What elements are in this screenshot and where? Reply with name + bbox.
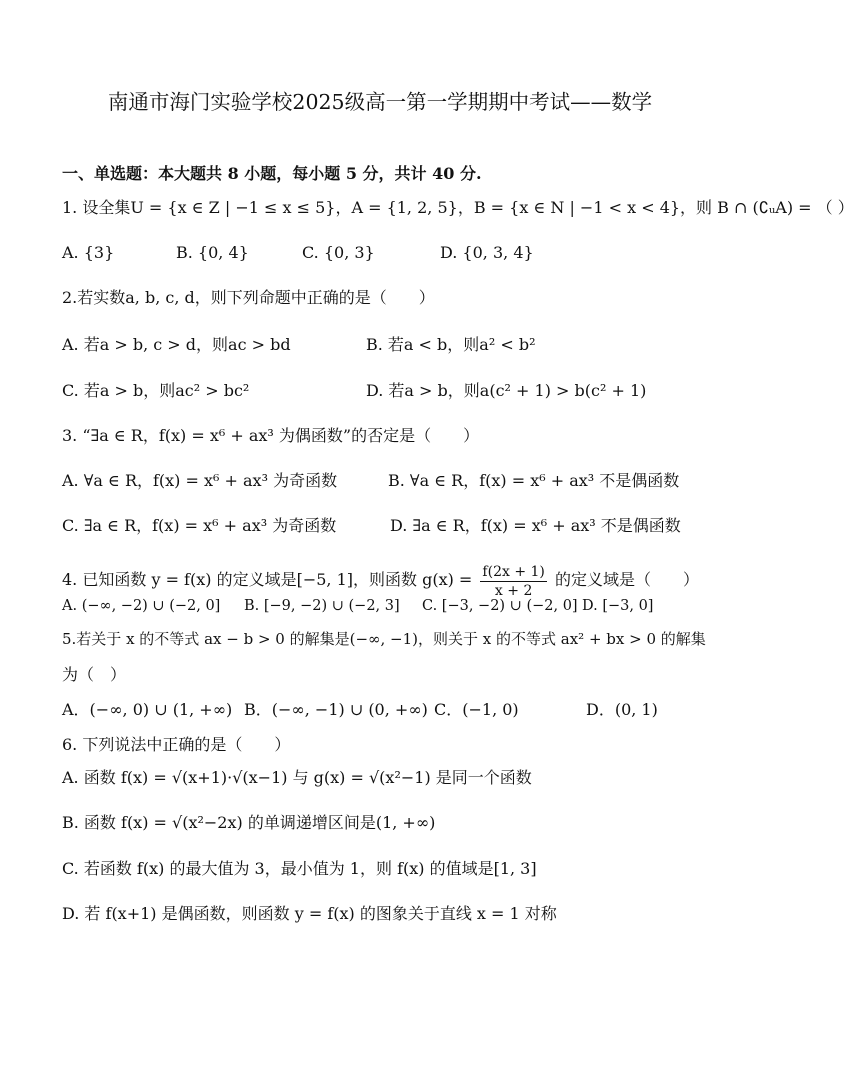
q4-stem-post: 的定义域是（ ） xyxy=(554,570,699,589)
q5-stem-line2: 为（ ） xyxy=(62,665,127,684)
q4-fraction-denominator: x + 2 xyxy=(494,583,533,599)
q6-option-d: D. 若 f(x+1) 是偶函数，则函数 y = f(x) 的图象关于直线 x = 1 对称 xyxy=(62,904,557,923)
q6-option-c: C. 若函数 f(x) 的最大值为 3，最小值为 1，则 f(x) 的值域是[1, 3] xyxy=(62,859,537,878)
q5-option-c: C．(−1, 0) xyxy=(434,700,519,719)
q3-stem: 3. “∃a ∈ R，f(x) = x⁶ + ax³ 为偶函数”的否定是（ ） xyxy=(62,426,480,445)
q4-stem-pre: 4. 已知函数 y = f(x) 的定义域是[−5, 1]，则函数 g(x) = xyxy=(62,570,473,589)
q4-fraction xyxy=(480,565,546,598)
q2-option-c: C. 若a > b，则ac² > bc² xyxy=(62,381,250,400)
q6-option-a: A. 函数 f(x) = √(x+1)·√(x−1) 与 g(x) = √(x²−1) 是同一个函数 xyxy=(62,768,532,787)
section-heading: 一、单选题：本大题共 8 小题，每小题 5 分，共计 40 分. xyxy=(62,164,482,183)
q2-option-d: D. 若a > b，则a(c² + 1) > b(c² + 1) xyxy=(366,381,647,400)
q3-option-a: A. ∀a ∈ R，f(x) = x⁶ + ax³ 为奇函数 xyxy=(62,471,338,490)
q4-fraction-numerator: f(2x + 1) xyxy=(482,564,545,580)
exam-title: 南通市海门实验学校2025级高一第一学期期中考试——数学 xyxy=(107,90,653,114)
q4-option-c: C. [−3, −2) ∪ (−2, 0] xyxy=(422,598,578,614)
q4-stem xyxy=(62,564,699,597)
q5-option-a: A．(−∞, 0) ∪ (1, +∞) xyxy=(62,700,233,719)
q3-option-b: B. ∀a ∈ R，f(x) = x⁶ + ax³ 不是偶函数 xyxy=(388,471,680,490)
q3-option-d: D. ∃a ∈ R，f(x) = x⁶ + ax³ 不是偶函数 xyxy=(390,516,681,535)
q5-stem-line1: 5.若关于 x 的不等式 ax − b > 0 的解集是(−∞, −1)，则关于 x 的不等式 ax² + bx > 0 的解集 xyxy=(62,630,706,648)
q5-option-d: D．(0, 1) xyxy=(586,700,658,719)
q6-stem: 6. 下列说法中正确的是（ ） xyxy=(62,735,291,754)
q4-option-b: B. [−9, −2) ∪ (−2, 3] xyxy=(244,598,400,614)
q2-stem: 2.若实数a, b, c, d，则下列命题中正确的是（ ） xyxy=(62,288,435,307)
q1-stem: 1. 设全集U = {x ∈ Z | −1 ≤ x ≤ 5}，A = {1, 2, 5}，B = {x ∈ N | −1 < x < 4}，则 B ∩ (∁ᵤA) = （ ） xyxy=(62,198,854,217)
q1-option-a: A. {3} xyxy=(62,243,115,262)
q4-option-a: A. (−∞, −2) ∪ (−2, 0] xyxy=(62,598,221,614)
q5-option-b: B．(−∞, −1) ∪ (0, +∞) xyxy=(244,700,428,719)
q3-option-c: C. ∃a ∈ R，f(x) = x⁶ + ax³ 为奇函数 xyxy=(62,516,337,535)
q2-option-a: A. 若a > b, c > d，则ac > bd xyxy=(62,335,291,354)
q2-option-b: B. 若a < b，则a² < b² xyxy=(366,335,536,354)
q1-option-c: C. {0, 3} xyxy=(302,243,375,262)
q1-option-d: D. {0, 3, 4} xyxy=(440,243,534,262)
q1-option-b: B. {0, 4} xyxy=(176,243,249,262)
q4-option-d: D. [−3, 0] xyxy=(582,598,654,614)
q6-option-b: B. 函数 f(x) = √(x²−2x) 的单调递增区间是(1, +∞) xyxy=(62,813,436,832)
